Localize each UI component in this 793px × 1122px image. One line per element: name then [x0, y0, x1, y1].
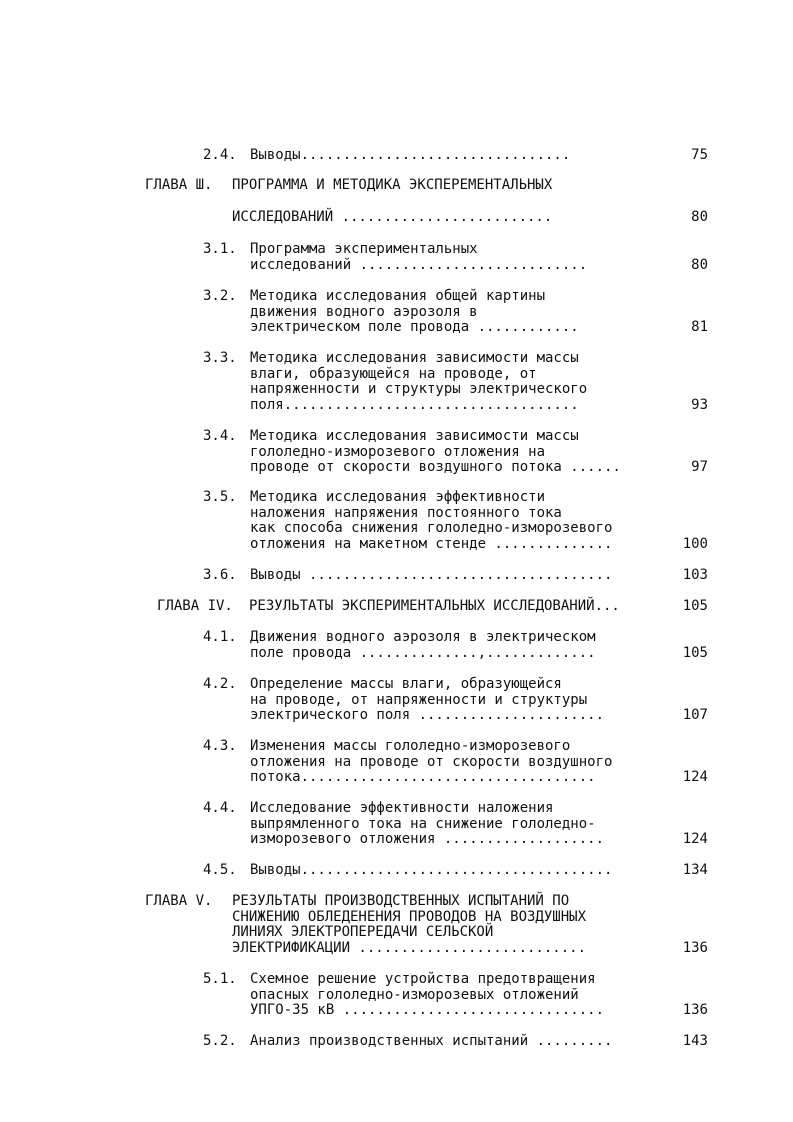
entry-title-line: ПРОГРАММА И МЕТОДИКА ЭКСПЕРЕМЕНТАЛЬНЫХ	[232, 177, 553, 193]
entry-title-line: влаги, образующейся на проводе, от	[250, 365, 537, 382]
entry-title-line: Методика исследования общей картины	[250, 288, 546, 304]
page-number: 75	[691, 147, 708, 163]
toc-entry	[0, 568, 793, 584]
page-number: 105	[682, 598, 708, 614]
page-number: 134	[682, 862, 708, 878]
entry-title-line: отложения на макетном стенде ..............	[250, 535, 613, 552]
entry-title-line: УПГО-35 кВ ...............................	[250, 1002, 605, 1018]
entry-title-line: отложения на проводе от скорости воздушного	[250, 753, 613, 770]
section-number: 3.6.	[203, 567, 237, 583]
entry-title-line: напряженности и структуры электрического	[250, 381, 588, 397]
entry-title-line: Выводы ....................................	[250, 567, 613, 583]
toc-entry	[0, 429, 793, 476]
toc-entry	[0, 894, 793, 956]
toc-entry	[0, 972, 793, 1019]
entry-title-line: Схемное решение устройства предотвращения	[250, 971, 596, 987]
entry-title-line: Методика исследования эффективности	[250, 489, 546, 505]
toc-entry	[0, 630, 793, 661]
entry-title-line: поля...................................	[250, 396, 579, 413]
section-number: 3.4.	[203, 428, 237, 444]
page-number: 93	[691, 396, 708, 413]
entry-title-line: как способа снижения гололедно-изморозевого	[250, 520, 613, 536]
section-number: 3.5.	[203, 489, 237, 505]
section-number: ГЛАВА Ш.	[145, 177, 213, 193]
toc-entry	[0, 148, 793, 164]
entry-title-line: проводе от скорости воздушного потока ......	[250, 459, 621, 475]
entry-title-line: Методика исследования зависимости массы	[250, 350, 579, 366]
section-number: 4.2.	[203, 676, 237, 692]
entry-title-line: изморозевого отложения ...................	[250, 831, 605, 847]
section-number: 2.4.	[203, 147, 237, 163]
toc-entry	[0, 677, 793, 724]
entry-title-line: движения водного аэрозоля в	[250, 303, 478, 320]
entry-title-line: Исследование эффективности наложения	[250, 800, 554, 816]
entry-title-line: наложения напряжения постоянного тока	[250, 504, 562, 521]
entry-title-line: исследований ...........................	[250, 256, 588, 273]
entry-title-line: гололедно-изморозевого отложения на	[250, 443, 546, 460]
toc-entry	[0, 242, 793, 273]
page-number: 143	[682, 1033, 708, 1049]
entry-title-line: Методика исследования зависимости массы	[250, 428, 579, 444]
page-number: 80	[691, 256, 708, 273]
page-number: 103	[682, 567, 708, 583]
section-number: 4.5.	[203, 862, 237, 878]
entry-title-line: Программа экспериментальных	[250, 241, 478, 257]
section-number: 4.4.	[203, 800, 237, 816]
entry-title-line: на проводе, от напряженности и структуры	[250, 691, 588, 708]
entry-title-line: электрического поля ......................	[250, 707, 605, 723]
entry-title-line: опасных гололедно-изморозевых отложений	[250, 986, 579, 1003]
entry-title-line: Движения водного аэрозоля в электрическом	[250, 629, 596, 645]
section-number: ГЛАВА V.	[145, 893, 213, 909]
section-number: 3.2.	[203, 288, 237, 304]
entry-title-line: Определение массы влаги, образующейся	[250, 676, 562, 692]
section-number: 3.3.	[203, 350, 237, 366]
entry-title-line: РЕЗУЛЬТАТЫ ЭКСПЕРИМЕНТАЛЬНЫХ ИССЛЕДОВАНИЙ...	[249, 598, 620, 614]
toc-entry	[0, 739, 793, 786]
page-number: 105	[682, 644, 708, 661]
entry-title-line: Изменения массы гололедно-изморозевого	[250, 738, 571, 754]
entry-title-line: ИССЛЕДОВАНИЙ .........................	[232, 209, 553, 225]
entry-title-line: Выводы.....................................	[250, 862, 613, 878]
section-number: 4.1.	[203, 629, 237, 645]
toc-entry	[0, 490, 793, 552]
entry-title-line: электрическом поле провода ............	[250, 319, 579, 335]
page-number: 100	[682, 535, 708, 552]
toc-entry	[0, 178, 793, 194]
page-number: 97	[691, 459, 708, 475]
toc-entry	[0, 289, 793, 336]
page-number: 136	[682, 939, 708, 956]
section-number: 5.2.	[203, 1033, 237, 1049]
page-number: 81	[691, 319, 708, 335]
entry-title-line: ЛИНИЯХ ЭЛЕКТРОПЕРЕДАЧИ СЕЛЬСКОЙ	[232, 924, 494, 940]
entry-title-line: поле провода ..............,.............	[250, 644, 596, 661]
page-number: 80	[691, 209, 708, 225]
section-number: 5.1.	[203, 971, 237, 987]
section-number: 3.1.	[203, 241, 237, 257]
toc-entry	[0, 801, 793, 848]
toc-entry	[0, 351, 793, 413]
entry-title-line: ЭЛЕКТРИФИКАЦИИ ...........................	[232, 939, 587, 956]
entry-title-line: СНИЖЕНИЮ ОБЛЕДЕНЕНИЯ ПРОВОДОВ НА ВОЗДУШНЫХ	[232, 908, 587, 925]
toc-entry	[0, 863, 793, 879]
toc-entry	[0, 599, 793, 615]
page-number: 124	[682, 769, 708, 785]
page-number: 107	[682, 707, 708, 723]
section-number: ГЛАВА IV.	[157, 598, 233, 614]
page-number: 136	[682, 1002, 708, 1018]
entry-title-line: Выводы................................	[250, 147, 571, 163]
entry-title-line: РЕЗУЛЬТАТЫ ПРОИЗВОДСТВЕННЫХ ИСПЫТАНИЙ ПО	[232, 893, 570, 909]
toc-entry	[0, 210, 793, 226]
toc-entry	[0, 1034, 793, 1050]
entry-title-line: потока...................................	[250, 769, 596, 785]
page-number: 124	[682, 831, 708, 847]
entry-title-line: Анализ производственных испытаний .........	[250, 1033, 613, 1049]
section-number: 4.3.	[203, 738, 237, 754]
entry-title-line: выпрямленного тока на снижение гололедно-	[250, 815, 596, 832]
